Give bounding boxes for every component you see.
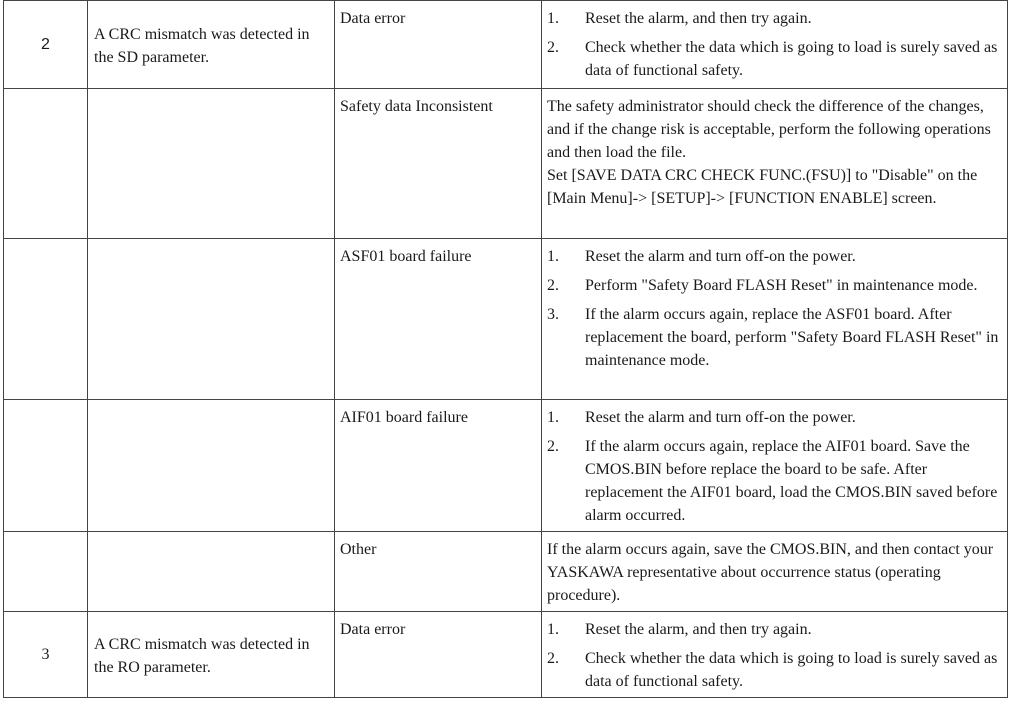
table-row xyxy=(4,612,1008,698)
remedy-step: 2. Perform "Safety Board FLASH Reset" in maintenance mode. xyxy=(547,277,978,294)
cause-cell: Data error xyxy=(335,1,542,89)
cause-cell: Data error xyxy=(335,612,542,698)
alarm-number-empty xyxy=(4,89,88,239)
remedy-text: The safety administrator should check the difference of the changes, and if the change risk is acceptable, perform the following operations and then load the file. xyxy=(547,98,991,161)
remedy-text: Set [SAVE DATA CRC CHECK FUNC.(FSU)] to "Disable" on the [Main Menu]-> [SETUP]-> [FUNCTION ENABLE] screen. xyxy=(547,167,978,207)
alarm-remedy-table xyxy=(3,0,1008,698)
alarm-message-empty xyxy=(88,239,335,400)
alarm-message: A CRC mismatch was detected in the SD parameter. xyxy=(88,1,335,89)
alarm-message: A CRC mismatch was detected in the RO parameter. xyxy=(88,612,335,698)
table-row xyxy=(4,1,1008,89)
remedy-cell: If the alarm occurs again, save the CMOS.BIN, and then contact your YASKAWA representative about occurrence status (operating procedure). xyxy=(542,532,1008,612)
remedy-step: 1. Reset the alarm, and then try again. xyxy=(547,621,812,638)
table-row xyxy=(4,89,1008,239)
alarm-number: 2 xyxy=(4,1,88,89)
alarm-message-empty xyxy=(88,89,335,239)
remedy-cell xyxy=(542,612,1008,698)
remedy-step: 2. If the alarm occurs again, replace the AIF01 board. Save the CMOS.BIN before replace the board to be safe. After replacement the AIF01 board, load the CMOS.BIN saved before alarm occurred. xyxy=(547,438,998,524)
remedy-step: 3. If the alarm occurs again, replace the ASF01 board. After replacement the board, perform "Safety Board FLASH Reset" in maintenance mode. xyxy=(547,306,999,369)
alarm-number: 3 xyxy=(4,612,88,698)
table-row xyxy=(4,400,1008,532)
remedy-cell xyxy=(542,1,1008,89)
remedy-step: 1. Reset the alarm and turn off-on the power. xyxy=(547,409,856,426)
remedy-cell xyxy=(542,89,1008,239)
cause-cell: Safety data Inconsistent xyxy=(335,89,542,239)
remedy-step: 2. Check whether the data which is going to load is surely saved as data of functional safety. xyxy=(547,39,998,79)
alarm-message-empty xyxy=(88,400,335,532)
table-row xyxy=(4,239,1008,400)
table-row xyxy=(4,532,1008,612)
remedy-step: 1. Reset the alarm, and then try again. xyxy=(547,10,812,27)
cause-cell: AIF01 board failure xyxy=(335,400,542,532)
alarm-number-empty xyxy=(4,239,88,400)
remedy-cell xyxy=(542,239,1008,400)
remedy-cell xyxy=(542,400,1008,532)
cause-cell: Other xyxy=(335,532,542,612)
alarm-message-empty xyxy=(88,532,335,612)
alarm-number-empty xyxy=(4,400,88,532)
cause-cell: ASF01 board failure xyxy=(335,239,542,400)
remedy-step: 1. Reset the alarm and turn off-on the power. xyxy=(547,248,856,265)
remedy-step: 2. Check whether the data which is going to load is surely saved as data of functional safety. xyxy=(547,650,998,690)
alarm-number-empty xyxy=(4,532,88,612)
